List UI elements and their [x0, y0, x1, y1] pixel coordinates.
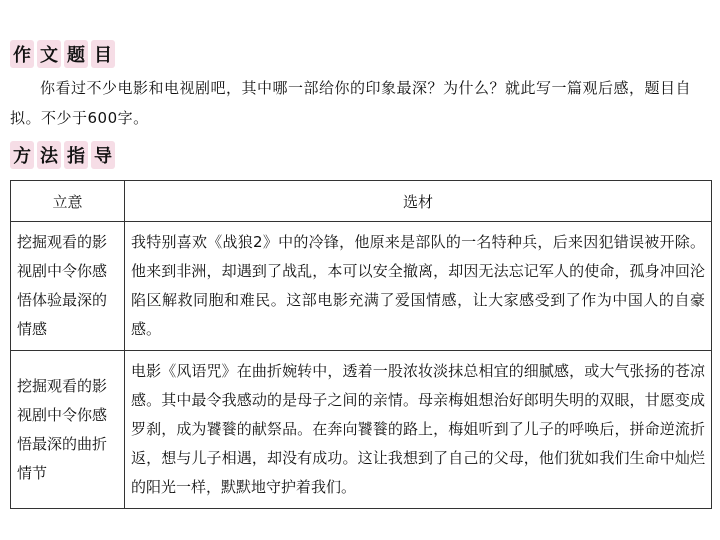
column-header-idea: 立意	[11, 181, 125, 222]
heading-char: 指	[64, 141, 88, 169]
idea-cell: 挖掘观看的影视剧中令你感悟最深的曲折情节	[11, 351, 125, 509]
column-header-material: 选材	[125, 181, 712, 222]
material-cell: 电影《风语咒》在曲折婉转中，透着一股浓妆淡抹总相宜的细腻感，或大气张扬的苍凉感。其中最令我感动的是母子之间的亲情。母亲梅姐想治好郎明失明的双眼，甘愿变成罗刹，成为饕餮的献祭品。在奔向饕餮的路上，梅姐听到了儿子的呼唤后，拼命逆流折返，想与儿子相遇，却没有成功。这让我想到了自己的父母，他们犹如我们生命中灿烂的阳光一样，默默地守护着我们。	[125, 351, 712, 509]
heading-char: 导	[91, 141, 115, 169]
heading-char: 文	[37, 40, 61, 68]
heading-char: 方	[10, 141, 34, 169]
heading-char: 作	[10, 40, 34, 68]
section-heading-topic	[10, 40, 115, 72]
material-cell: 我特别喜欢《战狼2》中的冷锋，他原来是部队的一名特种兵，后来因犯错误被开除。他来到非洲，却遇到了战乱，本可以安全撤离，却因无法忘记军人的使命，孤身冲回沦陷区解救同胞和难民。这部电影充满了爱国情感，让大家感受到了作为中国人的自豪感。	[125, 222, 712, 351]
essay-prompt: 你看过不少电影和电视剧吧，其中哪一部给你的印象最深？为什么？就此写一篇观后感，题目自拟。不少于600字。	[10, 79, 692, 127]
table-row	[11, 222, 712, 351]
heading-char: 法	[37, 141, 61, 169]
section-heading-method	[10, 141, 115, 173]
heading-char: 题	[64, 40, 88, 68]
table-row	[11, 351, 712, 509]
table-header-row	[11, 181, 712, 222]
idea-cell: 挖掘观看的影视剧中令你感悟体验最深的情感	[11, 222, 125, 351]
heading-char: 目	[91, 40, 115, 68]
method-table	[10, 180, 712, 509]
